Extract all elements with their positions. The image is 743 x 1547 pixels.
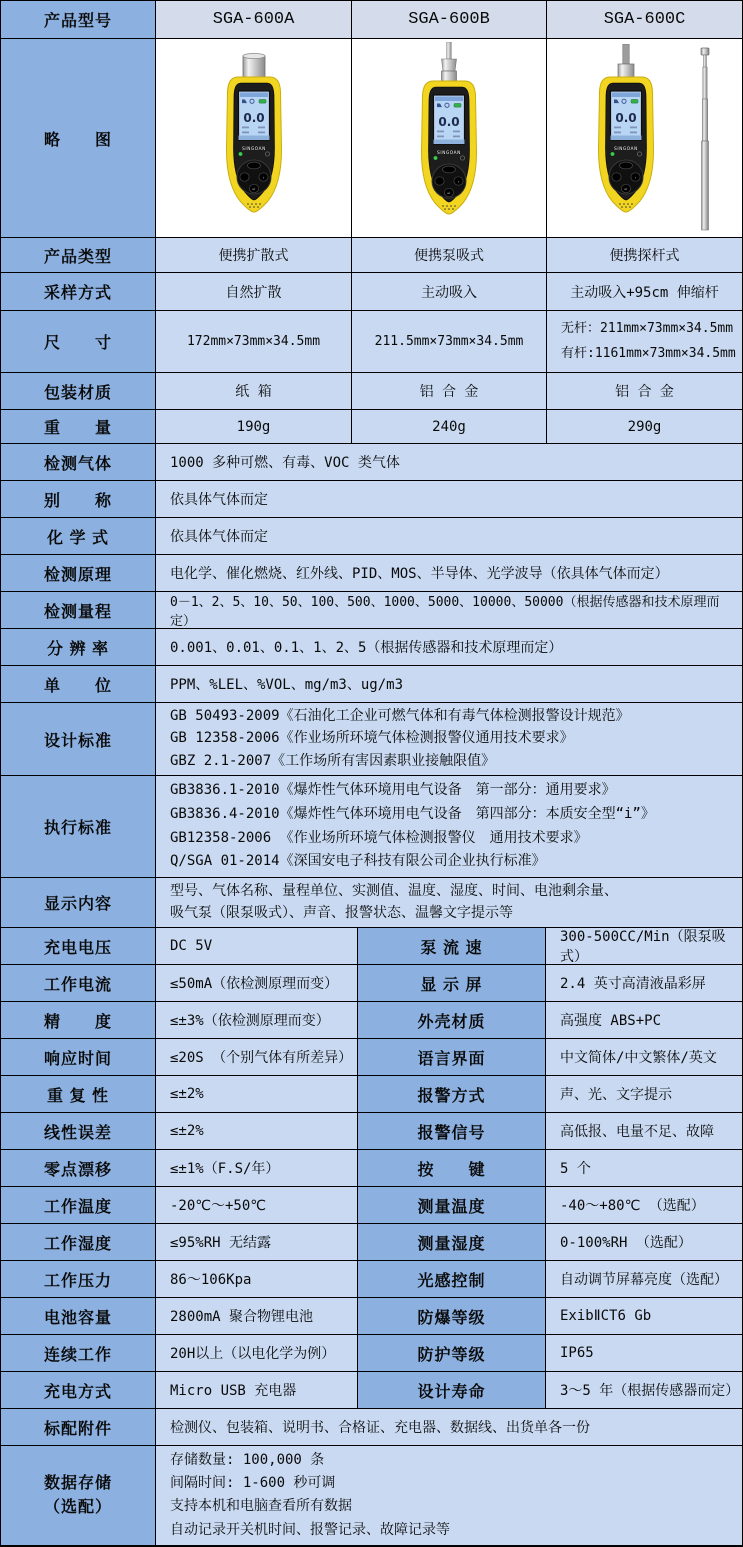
spec-row-gases — [1, 444, 742, 481]
spec-row-unit — [1, 666, 742, 703]
screen-reading: 0.0 — [614, 111, 637, 125]
row-label-left: 精 度 — [1, 1002, 156, 1038]
sketch-label: 略 图 — [1, 39, 156, 237]
row-label: 尺 寸 — [1, 311, 156, 372]
row-value-right: 0-100%RH （选配） — [546, 1224, 742, 1260]
standard-line: GB3836.4-2010《爆炸性气体环境用电气设备 第四部分：本质安全型“i”》 — [170, 805, 655, 822]
storage-line: 间隔时间: 1-600 秒可调 — [170, 1475, 336, 1492]
product-image-sga-600a — [156, 39, 352, 237]
row-label: 重 量 — [1, 410, 156, 443]
row-value: 检测仪、包装箱、说明书、合格证、充电器、数据线、出货单各一份 — [156, 1409, 742, 1445]
row-value-left: 2800mA 聚合物锂电池 — [156, 1298, 358, 1334]
row-value-right: 高低报、电量不足、故障 — [546, 1113, 742, 1149]
standard-line: GB 50493-2009《石油化工企业可燃气体和有毒气体检测报警设计规范》 — [170, 707, 630, 724]
status-led — [610, 152, 614, 156]
pump-probe — [442, 42, 457, 83]
keypad — [432, 164, 466, 198]
product-image-sga-600b — [352, 39, 547, 237]
row-value — [156, 878, 742, 927]
row-label-left: 电池容量 — [1, 1298, 156, 1334]
spec-row-repeatability — [1, 1076, 742, 1113]
row-value — [156, 703, 742, 775]
spec-row-working-humidity — [1, 1224, 742, 1261]
row-label-left: 重 复 性 — [1, 1076, 156, 1112]
spec-row-zero-drift — [1, 1150, 742, 1187]
row-value-left: ≤20S （个别气体有所差异） — [156, 1039, 358, 1075]
row-label-left: 线性误差 — [1, 1113, 156, 1149]
row-value-right: 5 个 — [546, 1150, 742, 1186]
value-b: 主动吸入 — [352, 273, 547, 310]
storage-label-line1: 数据存储 — [43, 1474, 112, 1492]
svg-text:↵: ↵ — [447, 191, 451, 197]
row-value-right: 中文简体/中文繁体/英文 — [546, 1039, 742, 1075]
sketch-row — [1, 39, 742, 238]
spec-row-packing — [1, 373, 742, 410]
telescopic-rod-illustration — [694, 46, 716, 232]
value-c: 290g — [547, 410, 742, 443]
spec-row-resolution — [1, 629, 742, 666]
gas-detector-b-illustration — [397, 42, 501, 234]
row-label-right: 防爆等级 — [358, 1298, 546, 1334]
row-label: 化 学 式 — [1, 518, 156, 554]
row-label-left: 零点漂移 — [1, 1150, 156, 1186]
storage-line: 存储数量: 100,000 条 — [170, 1451, 325, 1468]
storage-label-line2: （选配） — [43, 1498, 112, 1516]
row-value-left: ≤95%RH 无结露 — [156, 1224, 358, 1260]
size-no-rod: 无杆：211mm×73mm×34.5mm — [561, 320, 734, 336]
row-label-right: 测量湿度 — [358, 1224, 546, 1260]
row-value-left: 20H以上（以电化学为例） — [156, 1335, 358, 1371]
row-label-left: 工作温度 — [1, 1187, 156, 1223]
row-label: 采样方式 — [1, 273, 156, 310]
row-label-left: 工作电流 — [1, 965, 156, 1001]
spec-row-working-temperature — [1, 1187, 742, 1224]
value-c: 便携探杆式 — [547, 238, 742, 272]
row-value-left: ≤±2% — [156, 1076, 358, 1112]
row-value-left: 86～106Kpa — [156, 1261, 358, 1297]
row-label-left: 响应时间 — [1, 1039, 156, 1075]
spec-row-display-content — [1, 878, 742, 928]
spec-row-charging-method — [1, 1372, 742, 1409]
standard-line: GB3836.1-2010《爆炸性气体环境用电气设备 第一部分：通用要求》 — [170, 782, 616, 799]
standard-line: GBZ 2.1-2007《工作场所有害因素职业接触限值》 — [170, 752, 496, 769]
row-value — [156, 1446, 742, 1545]
row-value-left: -20℃～+50℃ — [156, 1187, 358, 1223]
row-label-right: 防护等级 — [358, 1335, 546, 1371]
value-a: 便携扩散式 — [156, 238, 352, 272]
row-label: 执行标准 — [1, 776, 156, 877]
row-label-right: 报警方式 — [358, 1076, 546, 1112]
lcd-screen — [610, 91, 641, 140]
row-label-right: 报警信号 — [358, 1113, 546, 1149]
svg-text:↵: ↵ — [623, 187, 628, 193]
row-label: 检测原理 — [1, 555, 156, 591]
spec-row-charge-voltage — [1, 928, 742, 965]
standard-line: GB12358-2006 《作业场所环境气体检测报警仪 通用技术要求》 — [170, 829, 588, 846]
row-label-left: 充电电压 — [1, 928, 156, 964]
row-value: 依具体气体而定 — [156, 481, 742, 517]
value-a: 172mm×73mm×34.5mm — [156, 311, 352, 372]
lcd-screen — [238, 91, 269, 140]
row-value-left: ≤50mA（依检测原理而变） — [156, 965, 358, 1001]
lcd-screen — [434, 95, 465, 144]
row-label: 检测量程 — [1, 592, 156, 628]
row-value-right: 300-500CC/Min（限泵吸式） — [546, 928, 742, 964]
value-c: 主动吸入+95cm 伸缩杆 — [547, 273, 742, 310]
display-line: 型号、气体名称、量程单位、实测值、温度、湿度、时间、电池剩余量、 — [170, 882, 618, 899]
value-b: 240g — [352, 410, 547, 443]
row-value-left: Micro USB 充电器 — [156, 1372, 358, 1408]
row-value — [156, 776, 742, 877]
gas-detector-a-illustration — [202, 44, 306, 232]
row-value-right: 3～5 年（根据传感器而定） — [546, 1372, 742, 1408]
spec-row-working-current — [1, 965, 742, 1002]
model-name-b: SGA-600B — [352, 1, 547, 38]
spec-row-working-pressure — [1, 1261, 742, 1298]
storage-line: 自动记录开关机时间、报警记录、故障记录等 — [170, 1521, 450, 1538]
pump-probe — [618, 44, 634, 79]
brand-text: SINGOAN — [241, 146, 266, 151]
row-value: 1000 多种可燃、有毒、VOC 类气体 — [156, 444, 742, 480]
spec-row-sampling — [1, 273, 742, 311]
status-led — [434, 156, 438, 160]
row-label-right: 设计寿命 — [358, 1372, 546, 1408]
row-label: 显示内容 — [1, 878, 156, 927]
row-label-right: 语言界面 — [358, 1039, 546, 1075]
standard-line: Q/SGA 01-2014《深国安电子科技有限公司企业执行标准》 — [170, 853, 546, 870]
svg-text:›: › — [634, 176, 636, 181]
row-value-right: -40～+80℃ （选配） — [546, 1187, 742, 1223]
row-value-left: ≤±3%（依检测原理而变） — [156, 1002, 358, 1038]
spec-row-linearity-error — [1, 1113, 742, 1150]
row-value-right: 高强度 ABS+PC — [546, 1002, 742, 1038]
standard-line: GB 12358-2006《作业场所环境气体检测报警仪通用技术要求》 — [170, 730, 574, 747]
row-value: 依具体气体而定 — [156, 518, 742, 554]
row-label-right: 显 示 屏 — [358, 965, 546, 1001]
row-label: 产品类型 — [1, 238, 156, 272]
value-b: 211.5mm×73mm×34.5mm — [352, 311, 547, 372]
row-label-left: 连续工作 — [1, 1335, 156, 1371]
row-label: 标配附件 — [1, 1409, 156, 1445]
spec-row-execution-standards — [1, 776, 742, 878]
spec-row-design-standards — [1, 703, 742, 776]
row-label: 设计标准 — [1, 703, 156, 775]
row-label-left: 工作压力 — [1, 1261, 156, 1297]
value-a: 自然扩散 — [156, 273, 352, 310]
svg-text:›: › — [457, 180, 460, 185]
row-value: PPM、%LEL、%VOL、mg/m3、ug/m3 — [156, 666, 742, 702]
screen-reading: 0.0 — [438, 115, 460, 129]
row-label: 分 辨 率 — [1, 629, 156, 665]
spec-row-weight — [1, 410, 742, 444]
row-value-right: 自动调节屏幕亮度（选配） — [546, 1261, 742, 1297]
spec-row-principle — [1, 555, 742, 592]
model-name-c: SGA-600C — [547, 1, 742, 38]
value-b: 铝 合 金 — [352, 373, 547, 409]
spec-row-range — [1, 592, 742, 629]
svg-text:↵: ↵ — [251, 187, 256, 193]
row-label-right: 测量温度 — [358, 1187, 546, 1223]
row-value-right: 2.4 英寸高清液晶彩屏 — [546, 965, 742, 1001]
keypad — [237, 160, 271, 194]
row-label: 别 称 — [1, 481, 156, 517]
row-value-right: ExibⅡCT6 Gb — [546, 1298, 742, 1334]
value-c: 铝 合 金 — [547, 373, 742, 409]
row-label-right: 光感控制 — [358, 1261, 546, 1297]
spec-row-accuracy — [1, 1002, 742, 1039]
row-label-right: 外壳材质 — [358, 1002, 546, 1038]
row-label — [1, 1446, 156, 1545]
brand-text: SINGOAN — [613, 146, 638, 151]
row-label-right: 泵 流 速 — [358, 928, 546, 964]
spec-row-data-storage — [1, 1446, 742, 1545]
row-value-right: 声、光、文字提示 — [546, 1076, 742, 1112]
spec-row-accessories — [1, 1409, 742, 1446]
value-a: 纸 箱 — [156, 373, 352, 409]
row-label-right: 按 键 — [358, 1150, 546, 1186]
brand-text: SINGOAN — [437, 150, 461, 155]
row-label: 检测气体 — [1, 444, 156, 480]
row-value-left: DC 5V — [156, 928, 358, 964]
svg-text:›: › — [262, 176, 264, 181]
row-value: 电化学、催化燃烧、红外线、PID、MOS、半导体、光学波导（依具体气体而定） — [156, 555, 742, 591]
spec-row-product-type — [1, 238, 742, 273]
header-label: 产品型号 — [1, 1, 156, 38]
value-b: 便携泵吸式 — [352, 238, 547, 272]
spec-row-continuous-working — [1, 1335, 742, 1372]
product-image-sga-600c — [547, 39, 742, 237]
row-label-left: 工作湿度 — [1, 1224, 156, 1260]
row-label-left: 充电方式 — [1, 1372, 156, 1408]
row-value: 0－1、2、5、10、50、100、500、1000、5000、10000、50000（根据传感器和技术原理而定） — [156, 592, 742, 628]
size-with-rod: 有杆:1161mm×73mm×34.5mm — [561, 346, 736, 362]
screen-reading: 0.0 — [242, 111, 265, 125]
spec-row-alias — [1, 481, 742, 518]
status-led — [238, 152, 242, 156]
row-value-right: IP65 — [546, 1335, 742, 1371]
spec-row-size — [1, 311, 742, 373]
row-value: 0.001、0.01、0.1、1、2、5（根据传感器和技术原理而定） — [156, 629, 742, 665]
display-line: 吸气泵（限泵吸式）、声音、报警状态、温馨文字提示等 — [170, 904, 513, 921]
spec-row-battery-capacity — [1, 1298, 742, 1335]
spec-row-formula — [1, 518, 742, 555]
gas-detector-c-illustration — [574, 44, 678, 232]
keypad — [609, 160, 643, 194]
spec-row-response-time — [1, 1039, 742, 1076]
row-label: 包装材质 — [1, 373, 156, 409]
value-c — [547, 311, 742, 372]
row-value-left: ≤±1%（F.S/年） — [156, 1150, 358, 1186]
sensor-cap — [243, 53, 265, 79]
storage-line: 支持本机和电脑查看所有数据 — [170, 1498, 352, 1515]
header-row — [1, 1, 742, 39]
row-value-left: ≤±2% — [156, 1113, 358, 1149]
model-name-a: SGA-600A — [156, 1, 352, 38]
value-a: 190g — [156, 410, 352, 443]
row-label: 单 位 — [1, 666, 156, 702]
